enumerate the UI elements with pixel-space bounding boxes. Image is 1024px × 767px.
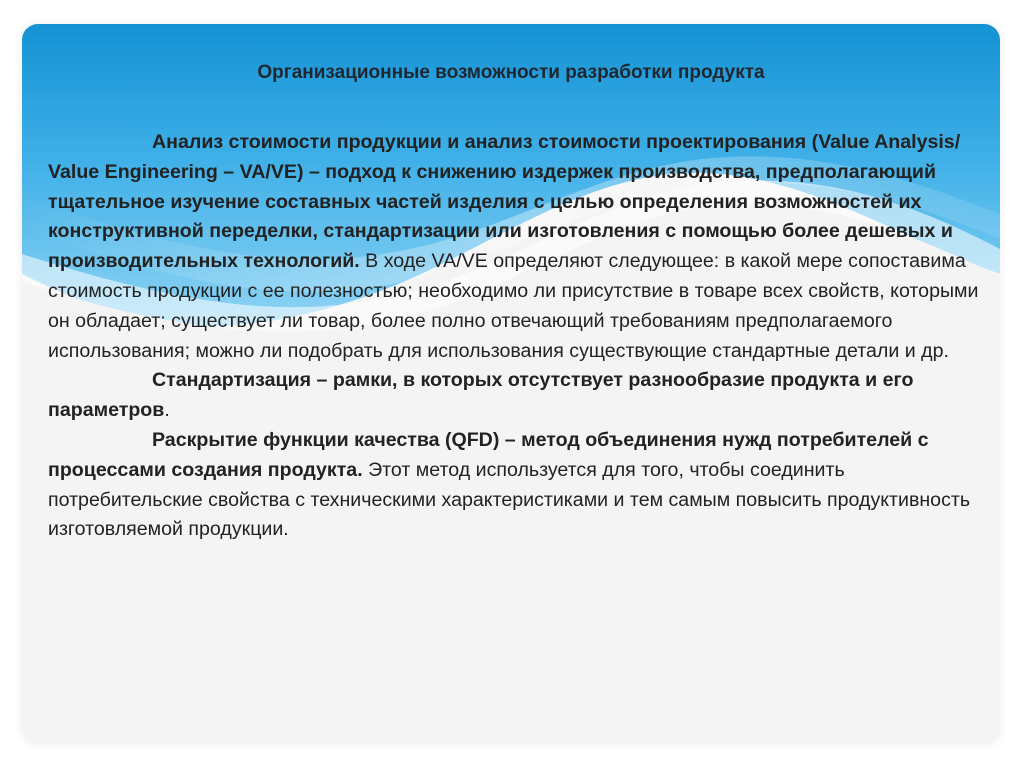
paragraph-qfd-bold: Раскрытие функции качества (QFD) – метод объединения нужд потребителей с процессами создания продукта. bbox=[48, 428, 929, 481]
paragraph-qfd-text: Этот метод используется для того, чтобы соединить потребительские свойства с техническими характеристиками и тем самым повысить продуктивность изготовляемой продукции. bbox=[48, 458, 971, 541]
slide bbox=[22, 24, 1000, 744]
paragraph-va-ve-text: В ходе VA/VE определяют следующее: в какой мере сопоставима стоимость продукции с ее полезностью; необходимо ли присутствие в товаре всех свойств, которыми он обладает; существует ли товар, более полно отвечающий требованиям предполагаемого использования; можно ли подобрать для использования существующие стандартные детали и др. bbox=[48, 250, 979, 362]
paragraph-va-ve-bold: Анализ стоимости продукции и анализ стоимости проектирования (Value Analysis/ Value Engineering – VA/VE) – подход к снижению издержек производства, предполагающий тщательное изучение составных частей изделия с целью определения возможностей их конструктивной переделки, стандартизации или изготовления с помощью более дешевых и производительных технологий. bbox=[48, 131, 961, 273]
paragraph-va-ve bbox=[48, 128, 988, 366]
paragraph-standardization-bold: Стандартизация – рамки, в которых отсутствует разнообразие продукта и его параметров bbox=[48, 369, 914, 422]
paragraph-qfd bbox=[48, 426, 988, 545]
paragraph-standardization bbox=[48, 366, 988, 426]
paragraph-standardization-text: . bbox=[164, 399, 170, 422]
slide-body bbox=[48, 128, 988, 545]
slide-title: Организационные возможности разработки продукта bbox=[257, 62, 765, 83]
